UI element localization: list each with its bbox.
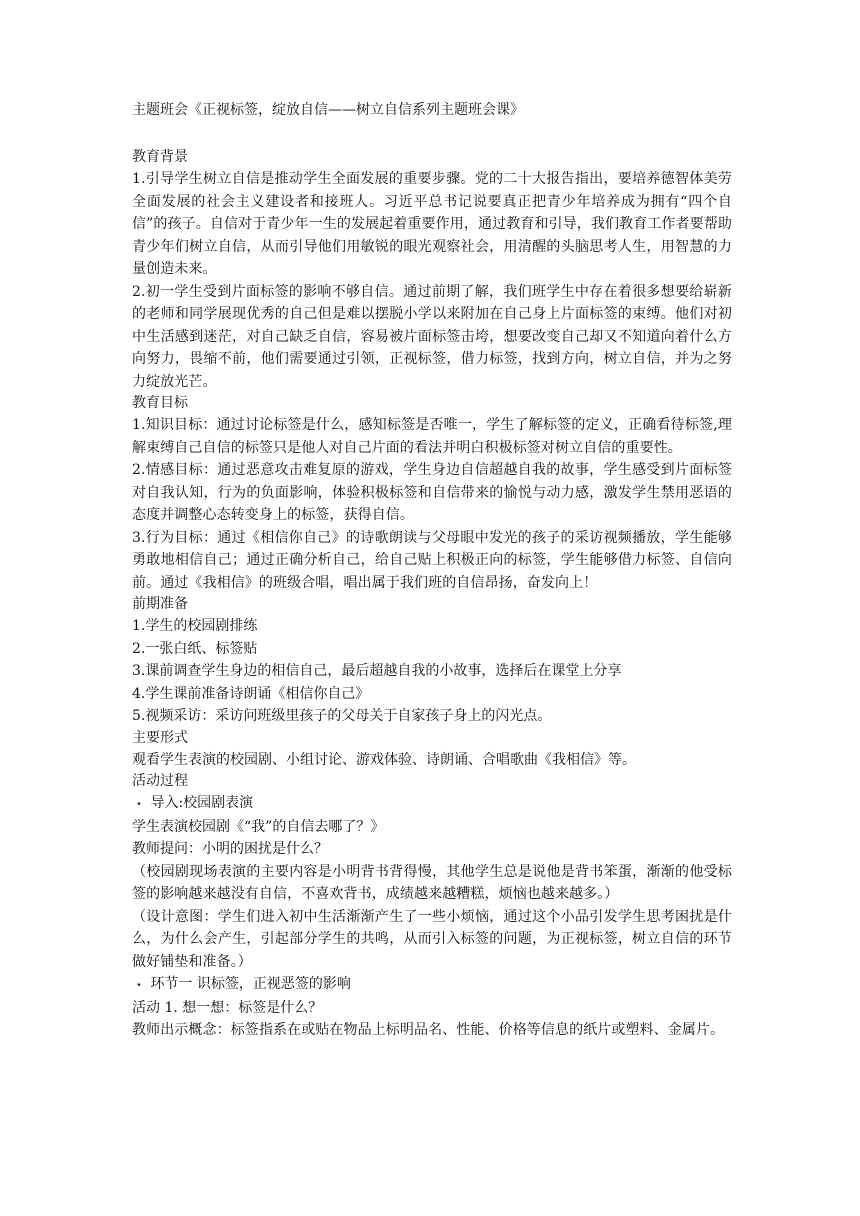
concept-text: 教师出示概念：标签指系在或贴在物品上标明品名、性能、价格等信息的纸片或塑料、金属片。 (132, 1022, 725, 1038)
teacher-question: 教师提问：小明的困扰是什么？ (132, 841, 328, 857)
background-paragraph-2: 2.初一学生受到片面标签的影响不够自信。通过前期了解，我们班学生中存在着很多想要给崭新的老师和同学展现优秀的自己但是难以摆脱小学以来附加在自己身上片面标签的束缚。他们对初中生活感到迷茫，对自己缺乏自信，容易被片面标签击垮，想要改变自己却又不知道向着什么方向努力，畏缩不前，他们需要通过引领，正视标签，借力标签，找到方向，树立自信，并为之努力绽放光芒。 (132, 283, 732, 390)
document-title: 主题班会《正视标签，绽放自信——树立自信系列主题班会课》 (132, 102, 524, 118)
forms-text: 观看学生表演的校园剧、小组讨论、游戏体验、诗朗诵、合唱歌曲《我相信》等。 (132, 751, 636, 768)
background-paragraph-1: 1.引导学生树立自信是推动学生全面发展的重要步骤。党的二十大报告指出，要培养德智体美劳全面发展的社会主义建设者和接班人。习近平总书记说要真正把青少年培养成为拥有“四个自信”的孩子。自信对于青少年一生的发展起着重要作用，通过教育和引导，我们教育工作者要帮助青少年们树立自信，从而引导他们用敏锐的眼光观察社会，用清醒的头脑思考人生，用智慧的力量创造未来。 (132, 171, 732, 277)
goals-paragraph-3: 3.行为目标：通过《相信你自己》的诗歌朗读与父母眼中发光的孩子的采访视频播放，学生能够勇敢地相信自己；通过正确分析自己，给自己贴上积极正向的标签，学生能够借力标签、自信向前。通过《我相信》的班级合唱，唱出属于我们班的自信昂扬，奋发向上！ (132, 529, 732, 591)
forms-heading: 主要形式 (132, 729, 188, 746)
process-heading: 活动过程 (132, 773, 188, 789)
prep-item: 4.学生课前准备诗朗诵《相信你自己》 (132, 685, 370, 702)
prep-item: 1.学生的校园剧排练 (132, 618, 258, 634)
prep-item: 3.课前调查学生身边的相信自己，最后超越自我的小故事，选择后在课堂上分享 (132, 663, 622, 679)
section-1-title (132, 973, 732, 997)
intro-title (132, 792, 732, 816)
star-bullet-icon: ⋆ (135, 978, 143, 991)
intro-line: 学生表演校园剧《“我”的自信去哪了？》 (132, 818, 385, 835)
goals-paragraph-2: 2.情感目标：通过恶意攻击难复原的游戏，学生身边自信超越自我的故事，学生感受到片面标签对自我认知，行为的负面影响，体验积极标签和自信带来的愉悦与动力感，激发学生禁用恶语的态度并调整心态转变身上的标签，获得自信。 (132, 462, 732, 523)
intro-title-text: 导入:校园剧表演 (150, 795, 254, 811)
prep-item: 2.一张白纸、标签贴 (132, 640, 258, 657)
prep-heading: 前期准备 (132, 596, 188, 612)
goals-heading: 教育目标 (132, 395, 188, 411)
section-1-title-text: 环节一 识标签，正视恶签的影响 (150, 976, 351, 992)
background-heading: 教育背景 (132, 149, 188, 165)
document-page (132, 100, 732, 1042)
goals-paragraph-1: 1.知识目标：通过讨论标签是什么，感知标签是否唯一，学生了解标签的定义，正确看待标签,理解束缚自己自信的标签只是他人对自己片面的看法并明白积极标签对树立自信的重要性。 (132, 417, 732, 456)
design-intent-note: （设计意图：学生们进入初中生活渐渐产生了一些小烦恼，通过这个小品引发学生思考困扰是什么，为什么会产生，引起部分学生的共鸣，从而引入标签的问题，为正视标签，树立自信的环节做好铺垫和准备。） (132, 908, 732, 970)
activity-1: 活动 1. 想一想：标签是什么？ (132, 999, 323, 1016)
play-note: （校园剧现场表演的主要内容是小明背书背得慢，其他学生总是说他是背书笨蛋，渐渐的他受标签的影响越来越没有自信，不喜欢背书，成绩越来越糟糕，烦恼也越来越多。） (132, 863, 732, 902)
star-bullet-icon: ⋆ (135, 797, 143, 810)
prep-item: 5.视频采访：采访问班级里孩子的父母关于自家孩子身上的闪光点。 (132, 708, 552, 724)
